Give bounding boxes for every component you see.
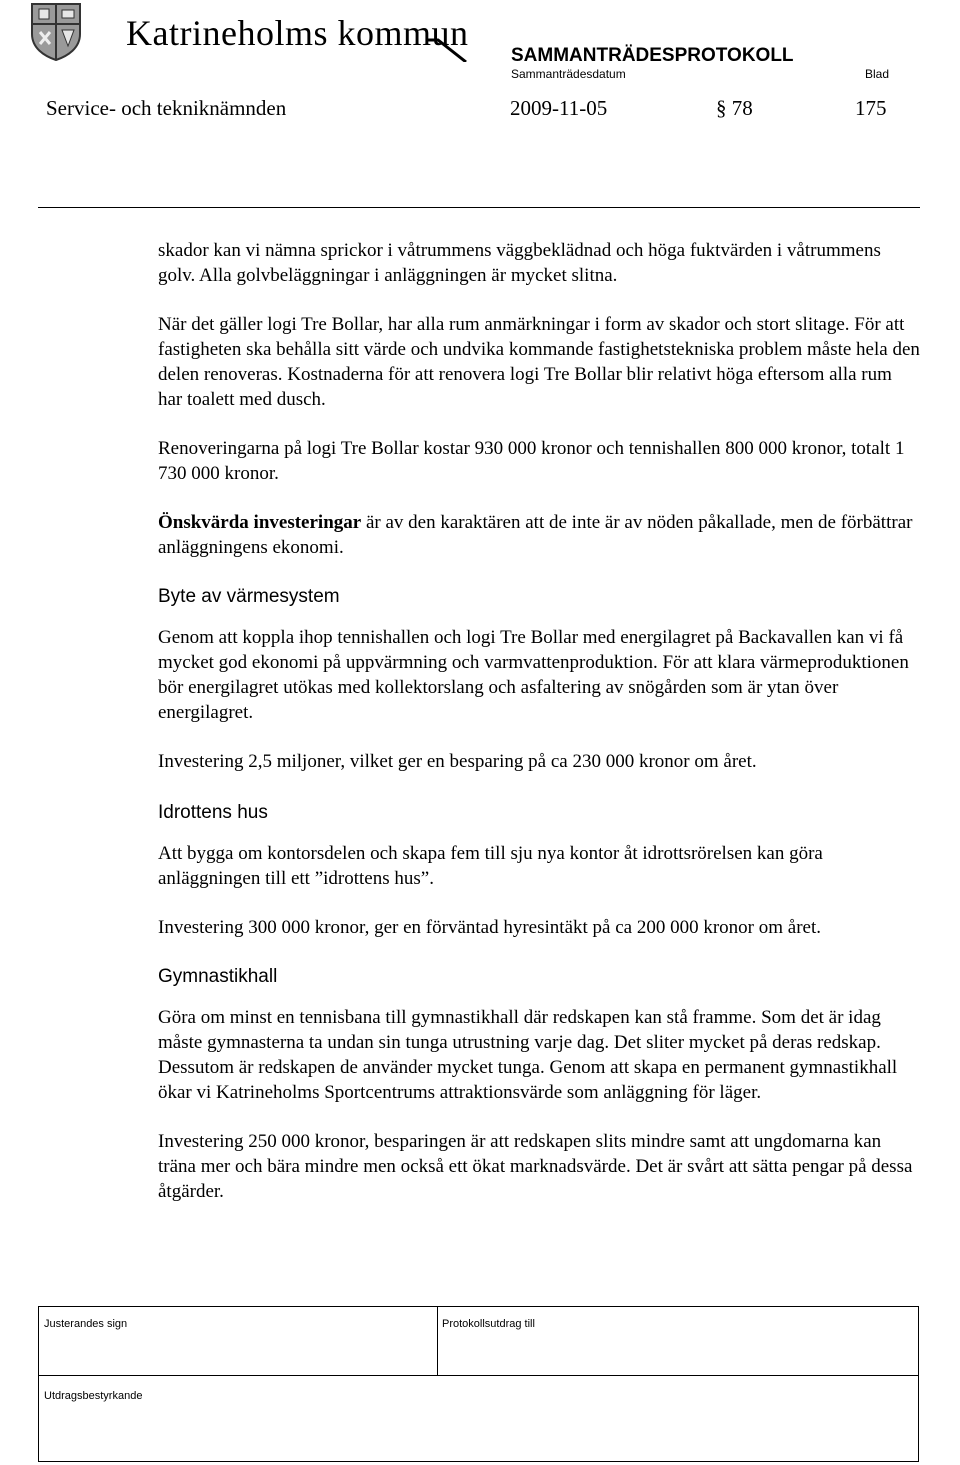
municipality-logo — [28, 0, 469, 62]
paragraph: När det gäller logi Tre Bollar, har alla rum anmärkningar i form av skador och stort slitage. För att fastigheten ska behålla sitt värde och undvika kommande fastighetstekniska problem måste hela den delen renoveras. Kostnaderna för att renovera logi Tre Bollar blir relativt höga eftersom alla rum har toalett med dusch. — [158, 314, 920, 410]
section-heading: Gymnastikhall — [158, 966, 278, 987]
paragraph — [158, 510, 920, 560]
paragraph: skador kan vi nämna sprickor i våtrummens väggbeklädnad och höga fuktvärden i våtrummens golv. Alla golvbeläggningar i anläggningen är mycket slitna. — [158, 240, 881, 286]
section-heading: Byte av värmesystem — [158, 586, 340, 607]
paragraph: Göra om minst en tennisbana till gymnastikhall där redskapen kan stå framme. Som det är idag måste gymnasterna ta undan sin tunga utrustning varje dag. Det sliter mycket på deras redskap. Dessutom är redskapen de använder mycket tunga. Genom att skapa en permanent gymnastikhall ökar vi Katrineholms Sportcentrums attraktionsvärde som anläggning för läger. — [158, 1007, 898, 1103]
section-heading: Idrottens hus — [158, 802, 268, 823]
page-number: 175 — [855, 96, 887, 120]
paragraph: Genom att koppla ihop tennishallen och logi Tre Bollar med energilagret på Backavallen kan vi få mycket god ekonomi på uppvärmning och varmvattenproduktion. För att klara värmeproduktionen bör energilagret utökas med kollektorslang och asfaltering av snögården som är ytan över energilagret. — [158, 627, 909, 723]
paragraph-number: § 78 — [716, 96, 753, 120]
committee-name: Service- och tekniknämnden — [46, 96, 287, 120]
document-body — [158, 238, 920, 1228]
bold-term: Önskvärda investeringar — [158, 512, 362, 533]
box-divider-vertical — [437, 1307, 438, 1375]
paragraph-text: är av den karaktären att de inte är av nöden påkallade, men de förbättrar anläggningens ekonomi. — [158, 512, 913, 558]
logo-text: Katrineholms kommun — [126, 13, 469, 53]
paragraph: Renoveringarna på logi Tre Bollar kostar 930 000 kronor och tennishallen 800 000 kronor, totalt 1 730 000 kronor. — [158, 438, 905, 484]
paragraph: Investering 250 000 kronor, besparingen är att redskapen slits mindre samt att ungdomarna kan träna mer och bära mindre men också ett ökat marknadsvärde. Det är svårt att sätta pengar på dessa åtgärder. — [158, 1131, 913, 1202]
header-divider — [38, 207, 920, 208]
box-divider-horizontal — [39, 1375, 918, 1376]
paragraph: Investering 2,5 miljoner, vilket ger en besparing på ca 230 000 kronor om året. — [158, 751, 757, 772]
meeting-date: 2009-11-05 — [510, 96, 608, 120]
document-type: SAMMANTRÄDESPROTOKOLL — [511, 45, 794, 66]
utdragsbestyrkande-label: Utdragsbestyrkande — [44, 1390, 143, 1402]
justerandes-sign-label: Justerandes sign — [44, 1318, 128, 1330]
date-label: Sammanträdesdatum — [511, 67, 626, 81]
paragraph: Investering 300 000 kronor, ger en förväntad hyresintäkt på ca 200 000 kronor om året. — [158, 917, 821, 938]
page-label: Blad — [865, 67, 890, 81]
paragraph: Att bygga om kontorsdelen och skapa fem till sju nya kontor åt idrottsrörelsen kan göra anläggningen till ett ”idrottens hus”. — [158, 843, 823, 889]
protokollsutdrag-label: Protokollsutdrag till — [442, 1318, 535, 1330]
signature-box — [38, 1306, 919, 1462]
